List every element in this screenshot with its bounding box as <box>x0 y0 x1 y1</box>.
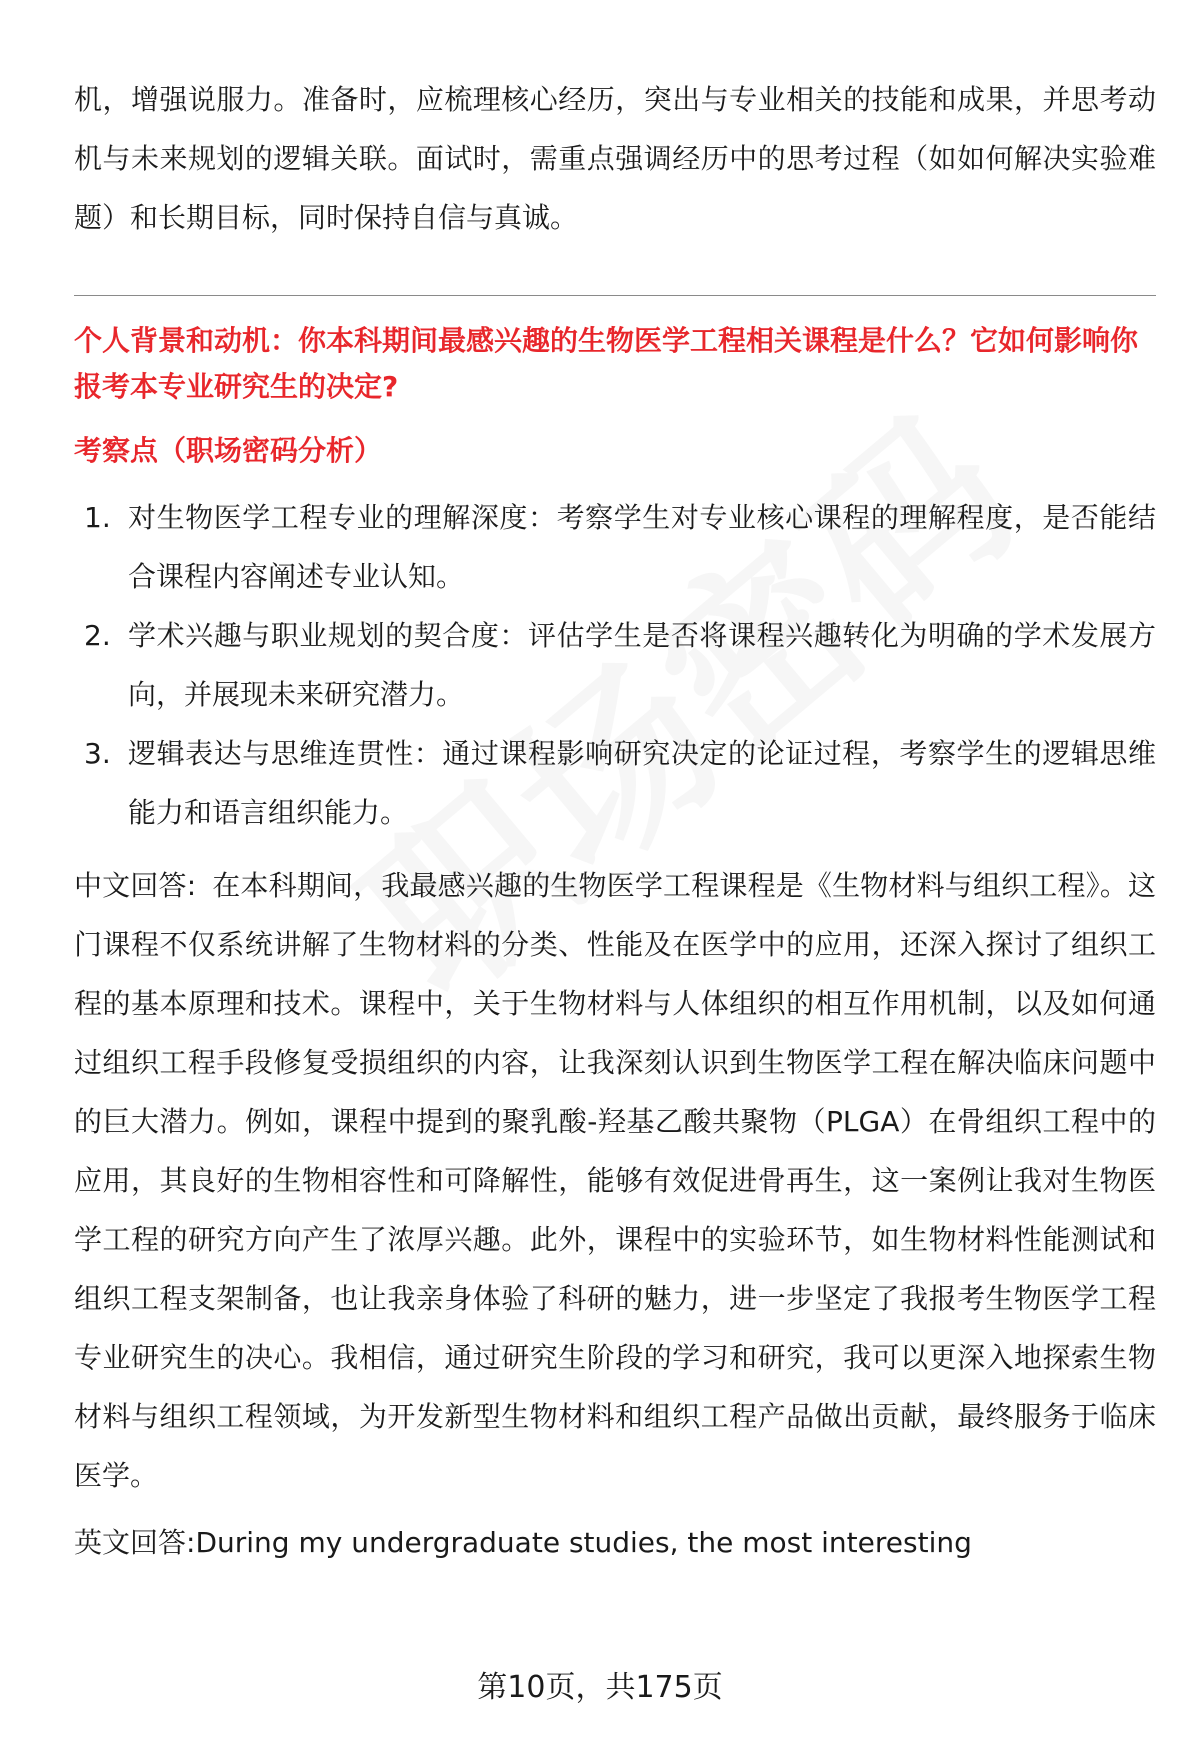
focus-heading: 考察点（职场密码分析） <box>74 434 383 467</box>
intro-paragraph: 机，增强说服力。准备时，应梳理核心经历，突出与专业相关的技能和成果，并思考动机与未来规划的逻辑关联。面试时，需重点强调经历中的思考过程（如如何解决实验难题）和长期目标，同时保持自信与真诚。 <box>74 83 1156 234</box>
point-text: 对生物医学工程专业的理解深度：考察学生对专业核心课程的理解程度，是否能结合课程内容阐述专业认知。 <box>128 501 1156 593</box>
chinese-answer <box>74 856 1156 1505</box>
chinese-answer-label: 中文回答: <box>74 869 197 902</box>
english-answer <box>74 1513 1156 1572</box>
question-heading: 个人背景和动机：你本科期间最感兴趣的生物医学工程相关课程是什么？它如何影响你报考本专业研究生的决定? <box>74 324 1139 403</box>
document-page <box>74 70 1156 1572</box>
focus-point <box>74 724 1156 842</box>
focus-points-list <box>74 488 1156 842</box>
section-divider <box>74 295 1156 296</box>
point-text: 学术兴趣与职业规划的契合度：评估学生是否将课程兴趣转化为明确的学术发展方向，并展现未来研究潜力。 <box>128 619 1156 711</box>
focus-point <box>74 606 1156 724</box>
page-footer: 第10页，共175页 <box>477 1670 723 1705</box>
focus-point <box>74 488 1156 606</box>
point-number: 3. <box>84 737 111 770</box>
point-number: 2. <box>84 619 111 652</box>
english-answer-label: 英文回答: <box>74 1526 196 1559</box>
chinese-answer-text: 在本科期间，我最感兴趣的生物医学工程课程是《生物材料与组织工程》。这门课程不仅系统讲解了生物材料的分类、性能及在医学中的应用，还深入探讨了组织工程的基本原理和技术。课程中，关于生物材料与人体组织的相互作用机制，以及如何通过组织工程手段修复受损组织的内容，让我深刻认识到生物医学工程在解决临床问题中的巨大潜力。例如，课程中提到的聚乳酸-羟基乙酸共聚物（PLGA）在骨组织工程中的应用，其良好的生物相容性和可降解性，能够有效促进骨再生，这一案例让我对生物医学工程的研究方向产生了浓厚兴趣。此外，课程中的实验环节，如生物材料性能测试和组织工程支架制备，也让我亲身体验了科研的魅力，进一步坚定了我报考生物医学工程专业研究生的决心。我相信，通过研究生阶段的学习和研究，我可以更深入地探索生物材料与组织工程领域，为开发新型生物材料和组织工程产品做出贡献，最终服务于临床医学。 <box>74 869 1156 1492</box>
english-answer-text: During my undergraduate studies, the most interesting <box>195 1526 972 1559</box>
point-text: 逻辑表达与思维连贯性：通过课程影响研究决定的论证过程，考察学生的逻辑思维能力和语言组织能力。 <box>128 737 1156 829</box>
point-number: 1. <box>84 501 111 534</box>
